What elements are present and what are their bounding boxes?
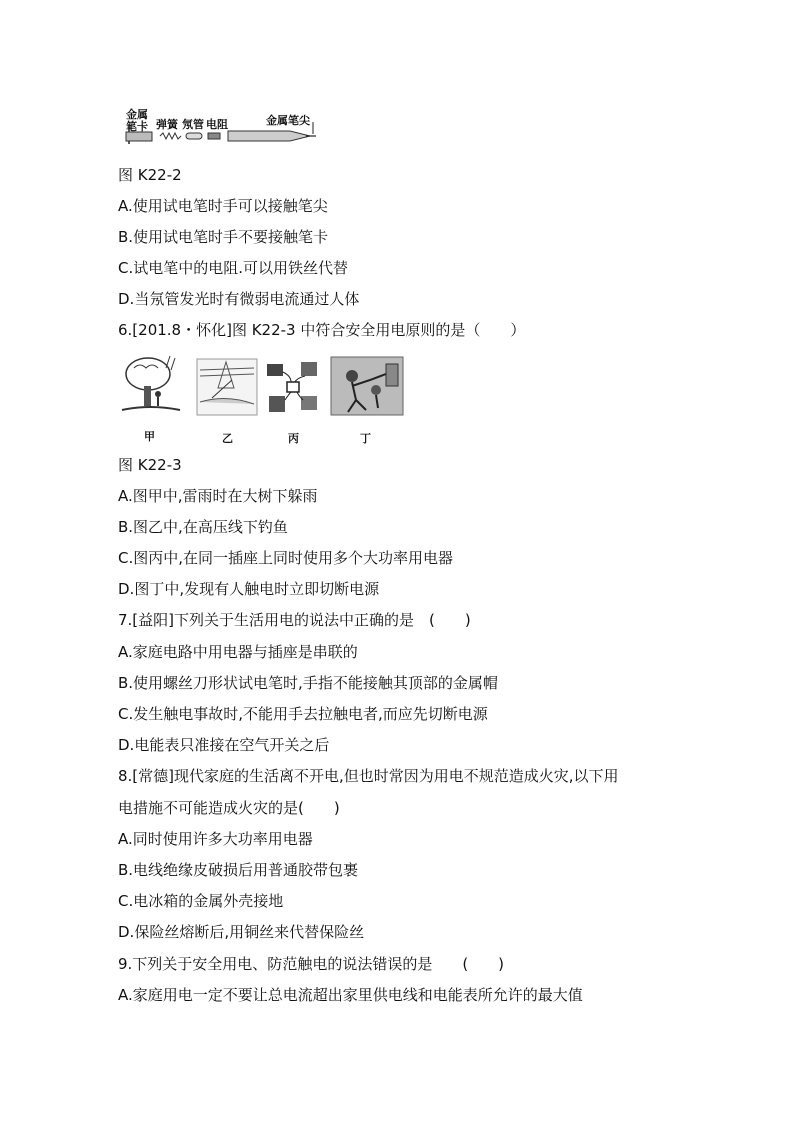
q7-option-b: B.使用螺丝刀形状试电笔时,手指不能接触其顶部的金属帽 — [118, 674, 498, 692]
q5-option-d: D.当氖管发光时有微弱电流通过人体 — [118, 290, 360, 308]
q7-option-d: D.电能表只准接在空气开关之后 — [118, 736, 330, 754]
q7-option-c: C.发生触电事故时,不能用手去拉触电者,而应先切断电源 — [118, 705, 488, 723]
label-metal-clip-1: 金属 — [126, 108, 148, 121]
panel-jia-tree-illustration — [120, 354, 182, 416]
panel-bing-appliances-illustration — [265, 360, 321, 416]
label-neon-tube: 氖管 — [182, 118, 204, 131]
figure-caption-k22-3: 图 K22-3 — [118, 456, 182, 474]
panel-label-bing: 丙 — [288, 432, 299, 445]
q9-stem: 9.下列关于安全用电、防范触电的说法错误的是 ( ) — [118, 955, 505, 973]
label-metal-tip: 金属笔尖 — [266, 114, 310, 127]
q7-option-a: A.家庭电路中用电器与插座是串联的 — [118, 643, 358, 661]
q6-stem: 6.[201.8・怀化]图 K22-3 中符合安全用电原则的是（ ） — [118, 321, 526, 339]
q8-option-d: D.保险丝熔断后,用铜丝来代替保险丝 — [118, 923, 365, 941]
panel-ding-electric-shock-illustration — [330, 356, 404, 416]
q6-option-b: B.图乙中,在高压线下钓鱼 — [118, 518, 288, 536]
panel-label-yi: 乙 — [222, 432, 233, 445]
q5-option-c: C.试电笔中的电阻.可以用铁丝代替 — [118, 259, 349, 277]
q7-stem: 7.[益阳]下列关于生活用电的说法中正确的是 ( ) — [118, 611, 471, 629]
test-pen-figure — [120, 104, 320, 148]
q8-option-b: B.电线绝缘皮破损后用普通胶带包裹 — [118, 861, 359, 879]
q8-stem-line-2: 电措施不可能造成火灾的是( ) — [118, 799, 340, 817]
panel-label-ding: 丁 — [360, 432, 371, 445]
q6-option-d: D.图丁中,发现有人触电时立即切断电源 — [118, 580, 380, 598]
label-metal-clip-2: 笔卡 — [126, 120, 148, 133]
q8-option-a: A.同时使用许多大功率用电器 — [118, 830, 313, 848]
safety-figure — [120, 354, 410, 446]
q5-option-a: A.使用试电笔时手可以接触笔尖 — [118, 197, 328, 215]
label-resistor: 电阻 — [206, 118, 228, 131]
q9-option-a: A.家庭用电一定不要让总电流超出家里供电线和电能表所允许的最大值 — [118, 986, 583, 1004]
q6-option-a: A.图甲中,雷雨时在大树下躲雨 — [118, 487, 318, 505]
panel-yi-powerline-illustration — [196, 358, 258, 416]
q8-stem-line-1: 8.[常德]现代家庭的生活离不开电,但也时常因为用电不规范造成火灾,以下用 — [118, 767, 619, 785]
q5-option-b: B.使用试电笔时手不要接触笔卡 — [118, 228, 329, 246]
q6-option-c: C.图丙中,在同一插座上同时使用多个大功率用电器 — [118, 549, 454, 567]
q8-option-c: C.电冰箱的金属外壳接地 — [118, 892, 284, 910]
label-spring: 弹簧 — [156, 118, 178, 131]
panel-label-jia: 甲 — [144, 430, 155, 443]
figure-caption-k22-2: 图 K22-2 — [118, 166, 182, 184]
